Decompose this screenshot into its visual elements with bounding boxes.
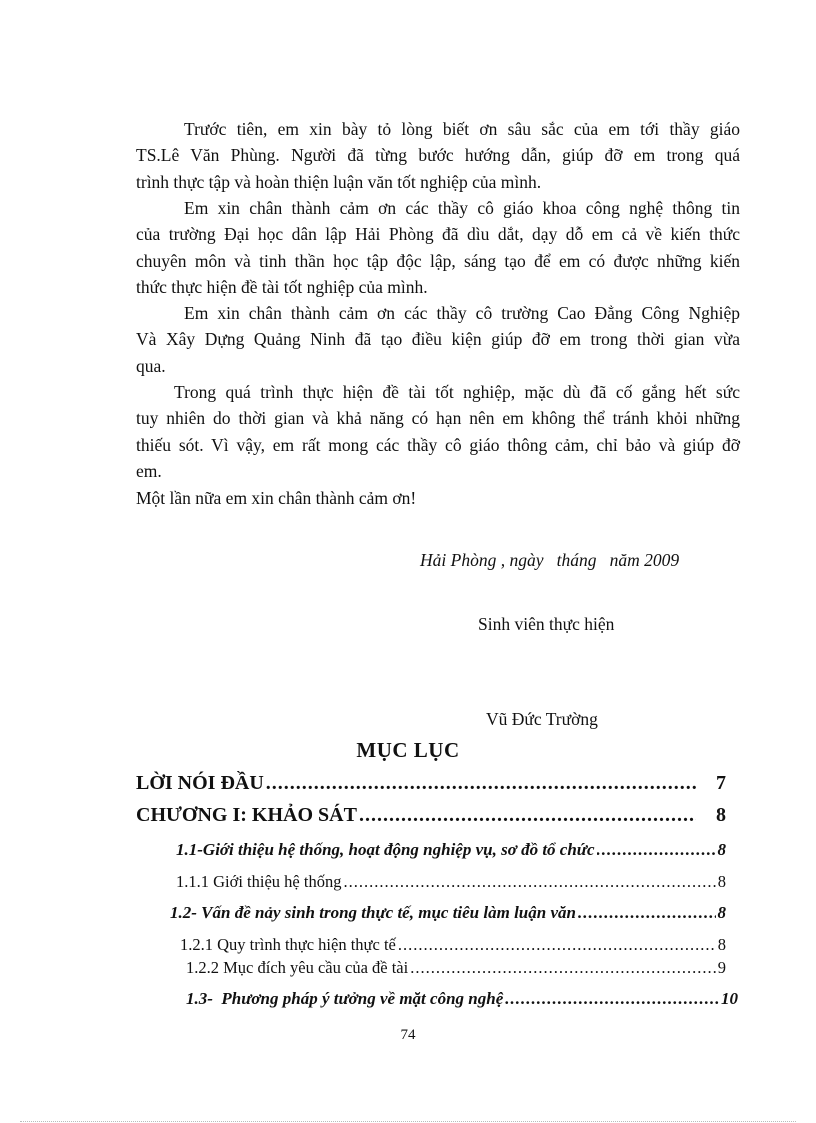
toc-entry-label: CHƯƠNG I: KHẢO SÁT <box>136 804 357 826</box>
text-line: Một lần nữa em xin chân thành cảm ơn! <box>136 488 417 508</box>
toc-entry[interactable] <box>186 958 726 978</box>
text-line: thiếu sót. Vì vậy, em rất mong các thầy cô giáo thông cảm, chỉ bảo và giúp đỡ <box>136 434 740 455</box>
toc-entry-label: 1.1-Giới thiệu hệ thống, hoạt động nghiệp vụ, sơ đồ tổ chức <box>176 840 595 859</box>
toc-entry-label: 1.2.2 Mục đích yêu cầu của đề tài <box>186 958 409 977</box>
toc-entry[interactable] <box>186 989 738 1009</box>
paragraph-thanks-faculty <box>136 195 740 301</box>
toc-leader-dots <box>410 958 716 978</box>
toc-leader-dots <box>359 804 696 827</box>
toc-entry[interactable] <box>170 903 726 923</box>
toc-entry-label: LỜI NÓI ĐẦU <box>136 772 264 794</box>
page-bottom-rule <box>20 1121 796 1122</box>
text-line: chuyên môn và tinh thần học tập độc lập, sáng tạo để em có được những kiến <box>136 250 740 271</box>
toc-leader-dots <box>266 772 696 795</box>
author-name: Vũ Đức Trường <box>486 709 598 729</box>
toc-entry-page: 8 <box>717 872 726 891</box>
toc-leader-dots <box>343 872 715 892</box>
toc-entry-page: 10 <box>721 989 738 1008</box>
text-line: Em xin chân thành cảm ơn các thầy cô giáo khoa công nghệ thông tin <box>184 198 740 218</box>
toc-leader-dots <box>597 840 716 860</box>
toc-entry[interactable] <box>176 840 726 860</box>
text-line: qua. <box>136 355 166 376</box>
text-line: trình thực tập và hoàn thiện luận văn tốt nghiệp của mình. <box>136 171 542 192</box>
toc-entry-label: 1.3- Phương pháp ý tưởng về mặt công nghệ <box>186 989 504 1008</box>
paragraph-thanks-college <box>136 300 740 379</box>
toc-entry-page: 7 <box>716 772 726 794</box>
toc-entry-page: 9 <box>717 958 726 977</box>
toc-entry[interactable] <box>180 935 726 955</box>
toc-entry-page: 8 <box>717 903 726 922</box>
paragraph-thanks-supervisor <box>136 116 740 195</box>
place-date: Hải Phòng , ngày tháng năm 2009 <box>420 550 680 570</box>
text-line: Trong quá trình thực hiện đề tài tốt nghiệp, mặc dù đã cố gắng hết sức <box>174 382 740 402</box>
text-line: thức thực hiện đề tài tốt nghiệp của mình. <box>136 277 428 298</box>
toc-title: MỤC LỤC <box>356 738 460 762</box>
toc-entry[interactable] <box>136 804 726 827</box>
paragraph-apology <box>136 379 740 485</box>
page-number: 74 <box>400 1027 416 1043</box>
toc-entry-label: 1.1.1 Giới thiệu hệ thống <box>176 872 342 891</box>
toc-leader-dots <box>398 935 716 955</box>
toc-entry-label: 1.2- Vấn đề nảy sinh trong thực tế, mục tiêu làm luận văn <box>170 903 576 922</box>
text-line: của trường Đại học dân lập Hải Phòng đã dìu dắt, dạy dỗ em cả về kiến thức <box>136 224 740 245</box>
text-line: Em xin chân thành cảm ơn các thầy cô trường Cao Đẳng Công Nghiệp <box>184 303 740 323</box>
text-line: tuy nhiên do thời gian và khả năng có hạn nên em không thể tránh khỏi những <box>136 408 740 429</box>
toc-leader-dots <box>578 903 716 923</box>
toc-leader-dots <box>505 989 719 1009</box>
text-line: TS.Lê Văn Phùng. Người đã từng bước hướng dẫn, giúp đỡ em trong quá <box>136 145 740 166</box>
toc-entry[interactable] <box>136 772 726 795</box>
text-line: Trước tiên, em xin bày tỏ lòng biết ơn sâu sắc của em tới thầy giáo <box>184 119 740 139</box>
toc-entry-page: 8 <box>717 840 726 859</box>
text-line: em. <box>136 461 162 482</box>
toc-entry-page: 8 <box>717 935 726 954</box>
toc-entry-page: 8 <box>716 804 726 826</box>
toc-entry[interactable] <box>176 872 726 892</box>
toc-entry-label: 1.2.1 Quy trình thực hiện thực tế <box>180 935 396 954</box>
signoff-role: Sinh viên thực hiện <box>478 614 615 634</box>
text-line: Và Xây Dựng Quảng Ninh đã tạo điều kiện giúp đỡ em trong thời gian vừa <box>136 329 740 350</box>
closing-line <box>136 485 740 511</box>
